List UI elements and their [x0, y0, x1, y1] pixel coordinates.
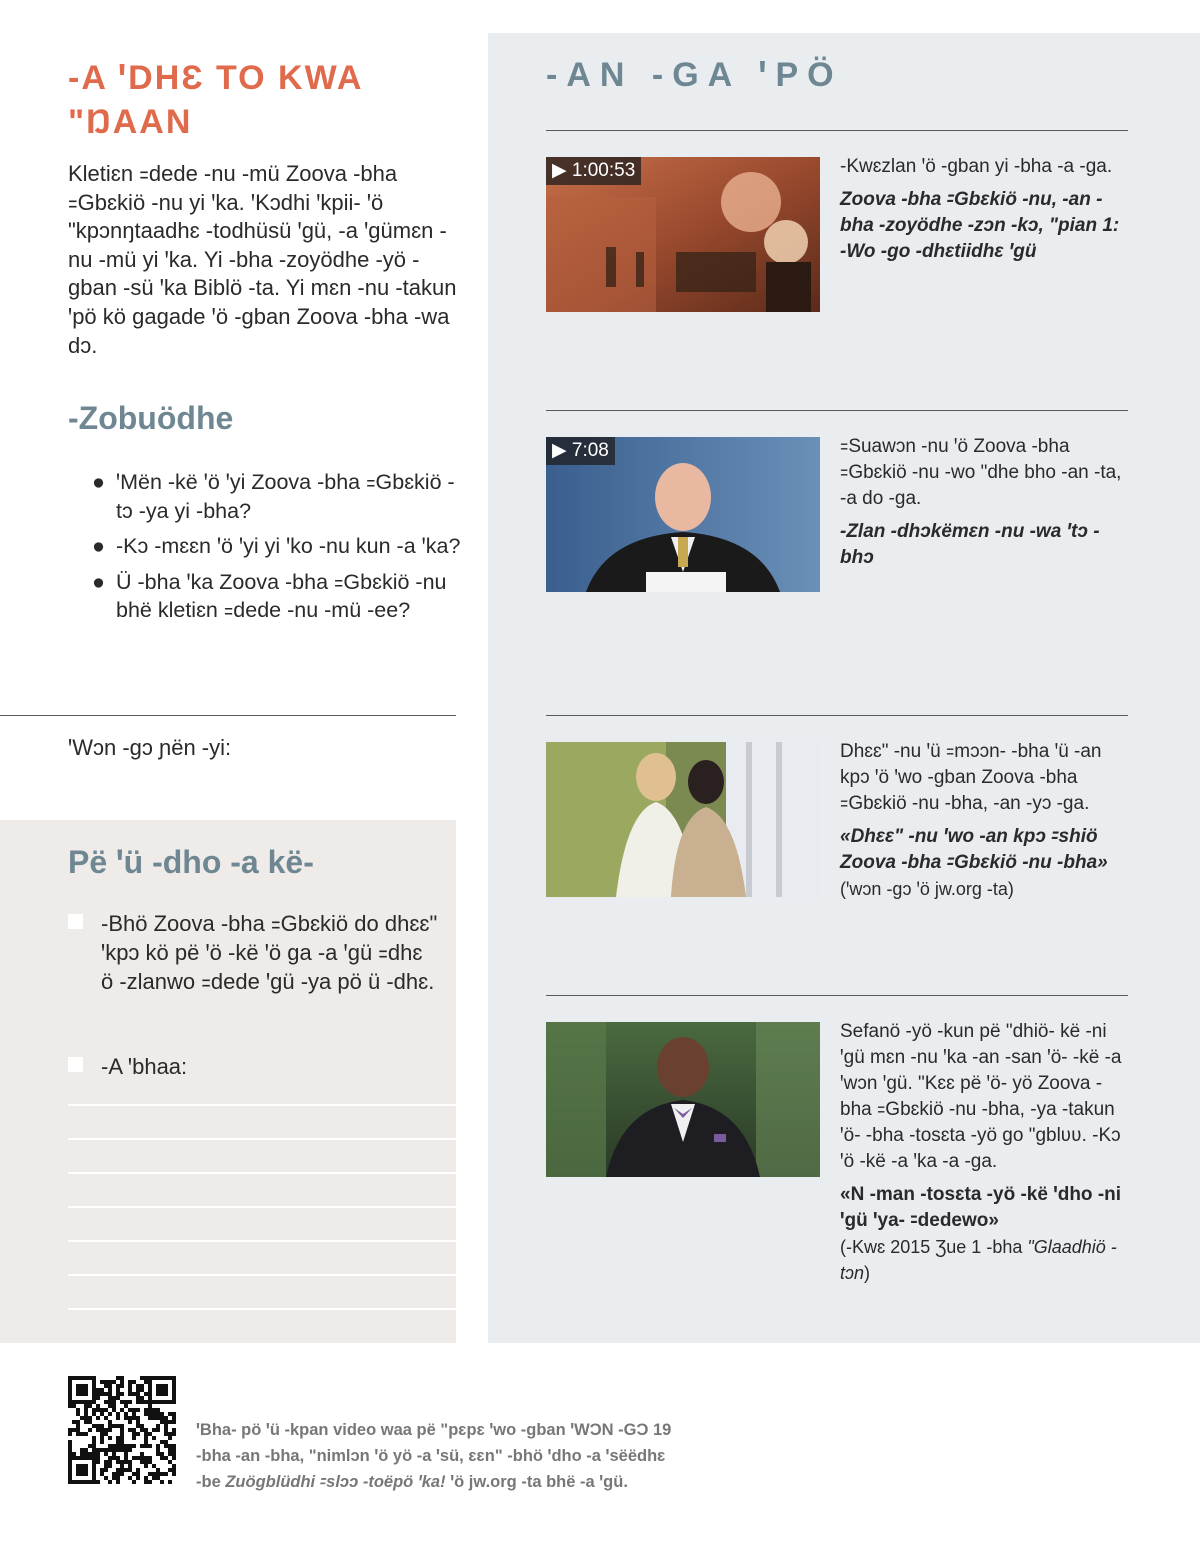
article-image[interactable]	[546, 1022, 820, 1177]
item-text: ꞊Suawɔn -nu ꞌö Zoova -bha ꞊Gbɛkiö -nu -wo "dhe bho -an -ta, -a do -ga.	[840, 436, 1122, 509]
footer-note	[196, 1417, 716, 1495]
write-line[interactable]	[68, 1206, 456, 1208]
qr-code[interactable]	[68, 1376, 176, 1484]
media-item	[546, 995, 1128, 1295]
item-description	[840, 739, 1130, 902]
bullet-icon: ●	[92, 470, 105, 494]
right-heading: -AN -GA ꞌPÖ	[546, 56, 843, 94]
qr-code-icon	[68, 1376, 176, 1484]
tasks-heading: Pë ꞌü -dho -a kë-	[68, 844, 314, 880]
page-title: -A ꞌDHƐ TO KWA "ŊAAN	[68, 59, 363, 141]
bullet-icon: ●	[92, 569, 105, 594]
footer-line: ꞌö jw.org -ta bhë -a ꞌgü.	[445, 1473, 628, 1491]
source-note: (ꞌwɔn -gɔ ꞌö jw.org -ta)	[840, 879, 1014, 899]
checkbox[interactable]	[68, 1057, 83, 1072]
list-item	[92, 568, 462, 625]
video-thumbnail[interactable]	[546, 157, 820, 312]
doorstep-visit-image	[546, 742, 820, 897]
task-text: -Bhö Zoova -bha ꞊Gbɛkiö do dhɛɛ" ꞌkpɔ kö pë ꞌö -kë ꞌö ga -a ꞌgü ꞊dhɛ ö -zlanwo ꞊dede ꞌgü -ya pö ü -dhɛ.	[101, 911, 438, 994]
media-item	[546, 410, 1128, 600]
list-item	[92, 532, 462, 561]
task-item	[68, 1053, 438, 1082]
article-image[interactable]	[546, 742, 820, 897]
task-text: -A ꞌbhaa:	[101, 1054, 188, 1079]
question-text: ꞌMën -kë ꞌö ꞌyi Zoova -bha ꞊Gbɛkiö -tɔ -ya yi -bha?	[116, 470, 455, 523]
article-title[interactable]: «N -man -tosɛta -yö -kë ꞌdho -ni ꞌgü ꞌya- ꞊dedewo»	[840, 1184, 1122, 1231]
source-note-end: )	[864, 1263, 871, 1283]
write-line[interactable]	[68, 1172, 456, 1174]
divider	[546, 715, 1128, 716]
write-line[interactable]	[68, 1104, 456, 1106]
checkbox[interactable]	[68, 914, 83, 929]
question-text: Ü -bha ꞌka Zoova -bha ꞊Gbɛkiö -nu bhë kletiɛn ꞊dede -nu -mü -ee?	[116, 569, 447, 622]
video-title[interactable]: Zoova -bha ꞊Gbɛkiö -nu, -an -bha -zoyödhe -zɔn -kɔ, "pian 1: -Wo -go -dhɛtiidhɛ ꞌgü	[840, 189, 1120, 262]
write-line[interactable]	[68, 1274, 456, 1276]
source-note	[840, 1234, 1130, 1286]
item-description	[840, 154, 1130, 265]
divider	[546, 995, 1128, 996]
video-thumbnail[interactable]	[546, 437, 820, 592]
source-note-text: (-Kwɛ 2015 Ʒue 1 -bha	[840, 1237, 1028, 1257]
divider	[0, 715, 456, 716]
magazine-name: "Glaadhiö -tɔn	[840, 1237, 1117, 1283]
media-item	[546, 130, 1128, 320]
footer-line: -be	[196, 1473, 226, 1491]
footer-line: -bha -an -bha, "nimlɔn ꞌö yö -a ꞌsü, ɛɛn" -bhö ꞌdho -a ꞌsëëdhɛ	[196, 1447, 666, 1465]
video-title[interactable]: -Zlan -dhɔkëmɛn -nu -wa ꞌtɔ -bhɔ	[840, 521, 1100, 568]
footer-line: ꞌBha- pö ꞌü -kpan video waa pë "pɛpɛ ꞌwo -gban ꞌWƆN -GƆ 19	[196, 1421, 672, 1439]
item-text: Sefanö -yö -kun pë "dhiö- kë -ni ꞌgü mɛn -nu ꞌka -an -san ꞌö- -kë -a ꞌwɔn ꞌgü. "Kɛɛ pë ꞌö- yö Zoova -bha ꞊Gbɛkiö -nu -bha, -ya -takun ꞌö- -bha -tosɛta -yö go "gblʋʋ. -Kɔ ꞌö -kë -a ꞌka -a -ga.	[840, 1021, 1122, 1172]
write-line[interactable]	[68, 1138, 456, 1140]
item-description	[840, 1019, 1130, 1286]
intro-paragraph: Kletiɛn ꞊dede -nu -mü Zoova -bha ꞊Gbɛkiö -nu yi ꞌka. ꞌKɔdhi ꞌkpii- ꞌö "kpɔnŋtaadhɛ -todhüsü ꞌgü, -a ꞌgümɛn -nu -mü yi ꞌka. Yi -bha -zoyödhe -yö -gban -sü ꞌka Biblö -ta. Yi mɛn -nu -takun ꞌpö kö gagade ꞌö -gban Zoova -bha -wa dɔ.	[68, 161, 457, 358]
questions-list	[92, 468, 462, 632]
write-line[interactable]	[68, 1308, 456, 1310]
item-text: -Kwɛzlan ꞌö -gban yi -bha -a -ga.	[840, 156, 1113, 177]
divider	[546, 130, 1128, 131]
media-item	[546, 715, 1128, 905]
item-text: Dhɛɛ" -nu ꞌü ꞊mɔɔn- -bha ꞌü -an kpɔ ꞌö ꞌwo -gban Zoova -bha ꞊Gbɛkiö -nu -bha, -an -yɔ -ga.	[840, 741, 1102, 814]
duration-badge: ▶ 1:00:53	[546, 157, 641, 185]
duration-badge: ▶ 7:08	[546, 437, 615, 465]
list-item	[92, 468, 462, 525]
write-line[interactable]	[68, 1240, 456, 1242]
question-text: -Kɔ -mɛɛn ꞌö ꞌyi yi ꞌko -nu kun -a ꞌka?	[116, 534, 461, 558]
divider	[546, 410, 1128, 411]
tasks-box	[0, 820, 456, 1343]
item-description	[840, 434, 1130, 571]
date-label: ꞌWɔn -gɔ ɲën -yi:	[68, 735, 232, 760]
man-portrait-image	[546, 1022, 820, 1177]
bullet-icon: ●	[92, 534, 105, 558]
task-item	[68, 910, 438, 996]
footer-italic-title[interactable]: Zuögblüdhi ꞊slɔɔ -toëpö ꞌka!	[225, 1473, 446, 1491]
questions-heading: -Zobuödhe	[68, 400, 234, 436]
article-title[interactable]: «Dhɛɛ" -nu ꞌwo -an kpɔ ꞊shiö Zoova -bha ꞊Gbɛkiö -nu -bha»	[840, 826, 1108, 873]
